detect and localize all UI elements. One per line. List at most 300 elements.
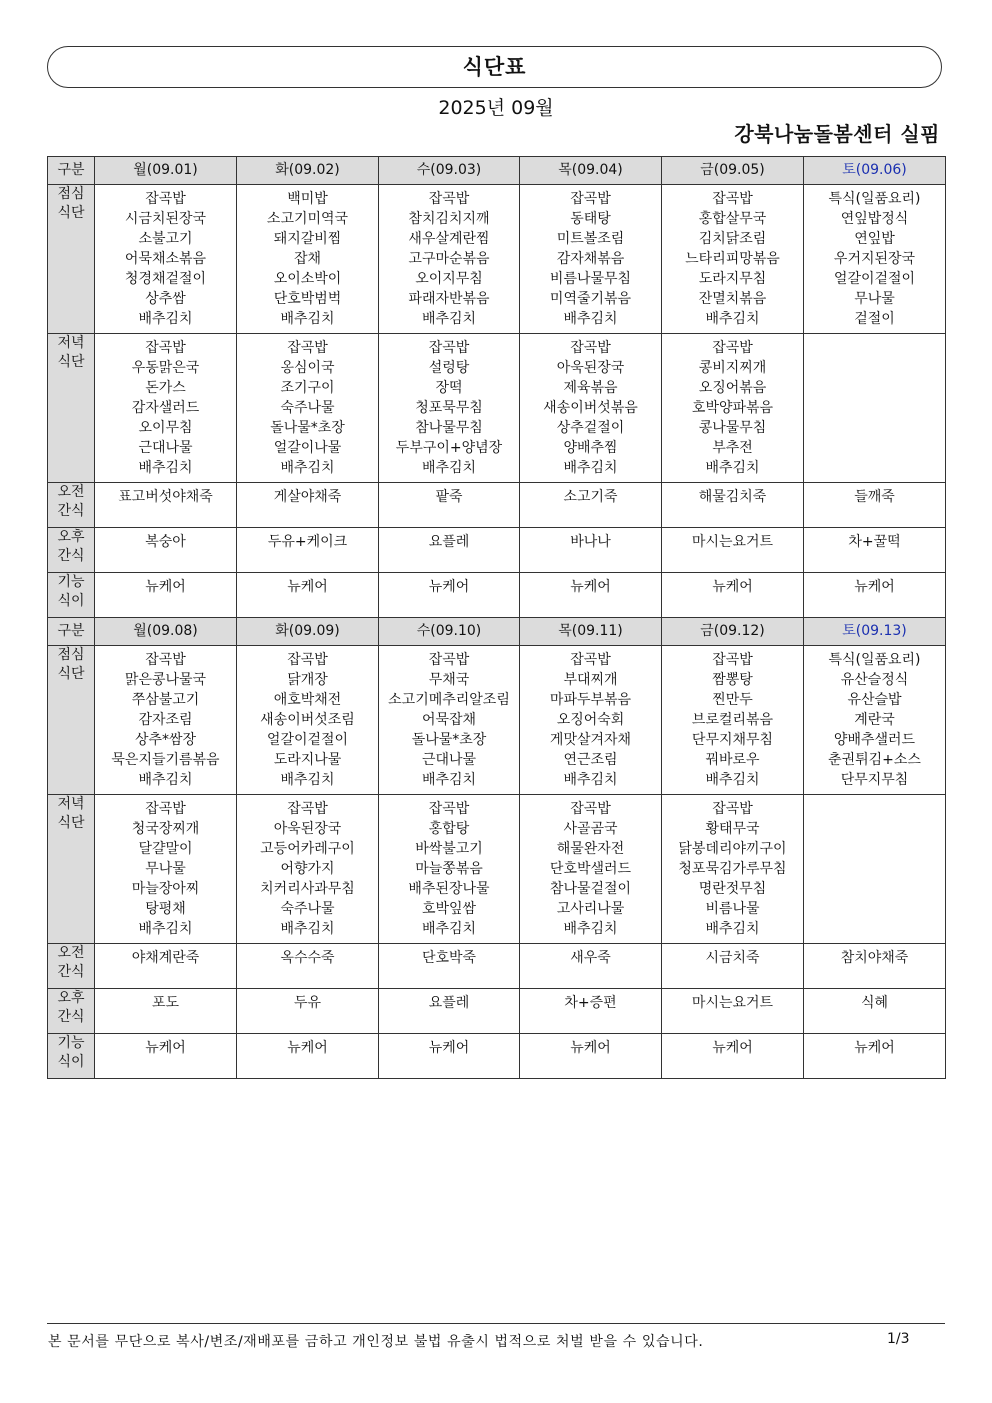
am-snack-item: 참치야채죽 — [840, 950, 909, 966]
menu-item: 특식(일품요리) — [828, 191, 921, 207]
page-number: 1/3 — [887, 1331, 910, 1347]
pm-snack-item: 요플레 — [428, 995, 470, 1011]
day-header: 목(09.11) — [520, 618, 662, 646]
am-snack-cell — [95, 483, 237, 528]
lunch-cell — [95, 185, 237, 334]
menu-item: 연근조림 — [563, 752, 618, 768]
menu-item: 단무지무침 — [840, 772, 909, 788]
menu-item: 참나물무침 — [415, 420, 483, 436]
lunch-cell — [520, 646, 662, 795]
menu-item: 잡채 — [293, 251, 322, 267]
menu-item: 얼갈이나물 — [273, 440, 342, 456]
lunch-label-line: 식단 — [57, 666, 85, 682]
menu-item: 청경채겉절이 — [124, 271, 207, 287]
menu-item: 숙주나물 — [280, 400, 335, 416]
menu-item: 유산슬정식 — [840, 672, 909, 688]
menu-item: 상추*쌈장 — [134, 732, 197, 748]
menu-item: 양배추샐러드 — [833, 732, 916, 748]
menu-item: 고구마순볶음 — [408, 251, 490, 267]
dinner-items — [804, 795, 945, 799]
menu-item: 마늘쫑볶음 — [415, 861, 483, 877]
menu-item: 배추김치 — [563, 460, 618, 476]
menu-item: 잡곡밥 — [712, 652, 753, 668]
menu-item: 배추김치 — [705, 772, 760, 788]
menu-item: 잡곡밥 — [287, 340, 328, 356]
day-header: 토(09.13) — [804, 618, 946, 646]
pm-snack-cell — [379, 528, 520, 573]
menu-table — [47, 156, 946, 1079]
menu-item: 게맛살겨자채 — [549, 732, 632, 748]
pm-snack-cell — [237, 989, 379, 1034]
menu-item: 잡곡밥 — [570, 340, 611, 356]
am-snack-item: 시금치죽 — [705, 950, 760, 966]
menu-item: 꿔바로우 — [705, 752, 760, 768]
menu-item: 잡곡밥 — [145, 340, 186, 356]
functional-cell — [379, 1034, 520, 1079]
menu-item: 고등어카레구이 — [260, 841, 355, 857]
menu-item: 오이무침 — [138, 420, 193, 436]
menu-item: 얼갈이겉절이 — [833, 271, 916, 287]
functional-item: 뉴케어 — [287, 1040, 328, 1056]
day-header: 월(09.01) — [95, 157, 237, 185]
dinner-items — [95, 334, 236, 478]
am-snack-item: 단호박죽 — [421, 950, 477, 966]
lunch-items — [662, 646, 803, 790]
lunch-items — [95, 646, 236, 790]
menu-item: 얼갈이겉절이 — [266, 732, 349, 748]
menu-item: 제육볶음 — [563, 380, 618, 396]
menu-item: 비름나물 — [705, 901, 760, 917]
menu-item: 어향가지 — [280, 861, 335, 877]
am-snack-cell — [804, 483, 946, 528]
lunch-label — [48, 646, 95, 795]
am-snack-item: 야채계란죽 — [131, 950, 200, 966]
menu-item: 쭈삼불고기 — [131, 692, 200, 708]
lunch-cell — [804, 646, 946, 795]
dinner-row — [48, 795, 946, 944]
menu-item: 오이지무침 — [415, 271, 483, 287]
menu-item: 배추김치 — [563, 921, 618, 937]
menu-item: 어묵잡채 — [421, 712, 477, 728]
menu-item: 호박잎쌈 — [421, 901, 477, 917]
menu-item: 동태탕 — [570, 211, 611, 227]
functional-cell — [804, 573, 946, 618]
menu-item: 소고기메추리알조림 — [388, 692, 510, 708]
menu-item: 콩비지찌개 — [698, 360, 767, 376]
footer-divider — [47, 1323, 945, 1324]
dinner-items — [379, 334, 519, 478]
functional-item: 뉴케어 — [287, 579, 328, 595]
menu-item: 마파두부볶음 — [549, 692, 632, 708]
dinner-label — [48, 795, 95, 944]
am-snack-item: 들깨죽 — [854, 489, 895, 505]
pm-snack-row — [48, 528, 946, 573]
functional-label-line: 식이 — [57, 1054, 85, 1070]
menu-item: 배추김치 — [280, 460, 335, 476]
dinner-label-line: 식단 — [57, 815, 85, 831]
menu-item: 숙주나물 — [280, 901, 335, 917]
menu-item: 배추김치 — [705, 311, 760, 327]
day-header: 월(09.08) — [95, 618, 237, 646]
menu-item: 잡곡밥 — [712, 191, 753, 207]
lunch-row — [48, 185, 946, 334]
lunch-items — [379, 185, 519, 329]
menu-item: 잡곡밥 — [712, 801, 753, 817]
menu-item: 새송이버섯볶음 — [543, 400, 638, 416]
functional-item: 뉴케어 — [428, 579, 470, 595]
menu-item: 양배추찜 — [563, 440, 618, 456]
pm-snack-item: 두유 — [293, 995, 322, 1011]
am-snack-cell — [662, 483, 804, 528]
functional-cell — [520, 1034, 662, 1079]
dinner-cell — [662, 795, 804, 944]
menu-item: 상추겉절이 — [556, 420, 625, 436]
menu-item: 잡곡밥 — [145, 801, 186, 817]
menu-item: 콩나물무침 — [698, 420, 767, 436]
lunch-cell — [95, 646, 237, 795]
menu-item: 무채국 — [428, 672, 470, 688]
menu-item: 단무지채무침 — [691, 732, 774, 748]
lunch-label-line: 점심 — [57, 647, 85, 663]
menu-item: 도라지나물 — [273, 752, 342, 768]
menu-item: 배추김치 — [421, 921, 477, 937]
am-snack-item: 소고기죽 — [563, 489, 618, 505]
pm-snack-label-line: 간식 — [57, 1009, 85, 1025]
functional-item: 뉴케어 — [570, 1040, 611, 1056]
menu-item: 파래자반볶음 — [408, 291, 490, 307]
pm-snack-item: 두유+케이크 — [267, 534, 348, 550]
menu-item: 소불고기 — [138, 231, 193, 247]
menu-item: 배추김치 — [138, 311, 193, 327]
day-header: 화(09.02) — [237, 157, 379, 185]
week-header-row — [48, 618, 946, 646]
pm-snack-item: 마시는요거트 — [691, 534, 774, 550]
period-label: 2025년 09월 — [438, 97, 554, 119]
dinner-items — [662, 795, 803, 939]
dinner-cell — [95, 334, 237, 483]
menu-item: 근대나물 — [138, 440, 193, 456]
dinner-items — [379, 795, 519, 939]
menu-item: 잡곡밥 — [287, 652, 328, 668]
menu-item: 감자조림 — [138, 712, 193, 728]
lunch-label — [48, 185, 95, 334]
am-snack-cell — [520, 944, 662, 989]
menu-item: 아욱된장국 — [556, 360, 625, 376]
lunch-label-line: 점심 — [57, 186, 85, 202]
lunch-items — [520, 646, 661, 790]
menu-item: 춘권튀김+소스 — [828, 752, 921, 768]
menu-item: 부추전 — [712, 440, 753, 456]
menu-item: 청포묵무침 — [415, 400, 483, 416]
menu-item: 잡곡밥 — [428, 191, 470, 207]
day-header: 화(09.09) — [237, 618, 379, 646]
dinner-cell — [520, 334, 662, 483]
functional-cell — [95, 573, 237, 618]
menu-item: 달걀말이 — [138, 841, 193, 857]
functional-item: 뉴케어 — [712, 579, 753, 595]
menu-item: 잔멸치볶음 — [698, 291, 767, 307]
day-header: 목(09.04) — [520, 157, 662, 185]
functional-cell — [237, 1034, 379, 1079]
menu-item: 무나물 — [145, 861, 186, 877]
day-header: 토(09.06) — [804, 157, 946, 185]
am-snack-cell — [379, 944, 520, 989]
menu-item: 겉절이 — [854, 311, 895, 327]
menu-item: 참나물겉절이 — [549, 881, 632, 897]
functional-row — [48, 573, 946, 618]
menu-item: 홍합탕 — [428, 821, 470, 837]
menu-item: 비름나물무침 — [549, 271, 632, 287]
menu-item: 미역줄기볶음 — [549, 291, 632, 307]
page-title: 식단표 — [47, 46, 942, 88]
am-snack-item: 해물김치죽 — [698, 489, 767, 505]
menu-item: 맑은콩나물국 — [124, 672, 207, 688]
menu-item: 연잎밥 — [854, 231, 895, 247]
lunch-items — [804, 646, 945, 790]
menu-item: 도라지무침 — [698, 271, 767, 287]
pm-snack-cell — [520, 989, 662, 1034]
menu-item: 백미밥 — [287, 191, 328, 207]
menu-item: 옹심이국 — [280, 360, 335, 376]
menu-item: 돌나물*초장 — [270, 420, 345, 436]
menu-item: 잡곡밥 — [287, 801, 328, 817]
pm-snack-label — [48, 528, 95, 573]
menu-item: 돈가스 — [145, 380, 186, 396]
menu-item: 배추김치 — [563, 311, 618, 327]
am-snack-cell — [237, 483, 379, 528]
dinner-cell — [804, 795, 946, 944]
day-header: 수(09.10) — [379, 618, 520, 646]
lunch-items — [379, 646, 519, 790]
menu-item: 잡곡밥 — [145, 652, 186, 668]
pm-snack-cell — [662, 989, 804, 1034]
menu-item: 무나물 — [854, 291, 895, 307]
menu-item: 해물완자전 — [556, 841, 625, 857]
am-snack-item: 새우죽 — [570, 950, 611, 966]
pm-snack-label-line: 간식 — [57, 548, 85, 564]
menu-item: 배추김치 — [138, 921, 193, 937]
lunch-cell — [662, 185, 804, 334]
menu-item: 배추김치 — [705, 921, 760, 937]
dinner-items — [520, 334, 661, 478]
am-snack-cell — [804, 944, 946, 989]
lunch-items — [237, 185, 378, 329]
menu-item: 배추김치 — [138, 460, 193, 476]
menu-item: 잡곡밥 — [712, 340, 753, 356]
functional-item: 뉴케어 — [854, 579, 895, 595]
am-snack-cell — [662, 944, 804, 989]
menu-item: 마늘장아찌 — [131, 881, 200, 897]
menu-item: 배추김치 — [421, 311, 477, 327]
menu-item: 바싹불고기 — [415, 841, 483, 857]
menu-item: 계란국 — [854, 712, 895, 728]
menu-item: 탕평채 — [145, 901, 186, 917]
lunch-items — [662, 185, 803, 329]
menu-item: 배추김치 — [421, 460, 477, 476]
pm-snack-cell — [95, 528, 237, 573]
lunch-cell — [379, 185, 520, 334]
menu-item: 청포묵김가루무침 — [678, 861, 787, 877]
lunch-items — [804, 185, 945, 329]
functional-cell — [520, 573, 662, 618]
pm-snack-cell — [804, 989, 946, 1034]
menu-item: 유산슬밥 — [847, 692, 902, 708]
am-snack-label — [48, 944, 95, 989]
lunch-cell — [237, 646, 379, 795]
dinner-items — [662, 334, 803, 478]
dinner-label — [48, 334, 95, 483]
menu-item: 배추김치 — [280, 772, 335, 788]
header-label: 구분 — [48, 157, 95, 185]
menu-item: 배추김치 — [280, 311, 335, 327]
pm-snack-cell — [662, 528, 804, 573]
header-label: 구분 — [48, 618, 95, 646]
pm-snack-cell — [520, 528, 662, 573]
menu-item: 오징어볶음 — [698, 380, 767, 396]
functional-item: 뉴케어 — [145, 1040, 186, 1056]
dinner-label-line: 식단 — [57, 354, 85, 370]
dinner-cell — [237, 795, 379, 944]
menu-item: 설렁탕 — [428, 360, 470, 376]
menu-item: 애호박채전 — [273, 692, 342, 708]
menu-item: 잡곡밥 — [570, 191, 611, 207]
lunch-cell — [520, 185, 662, 334]
lunch-items — [237, 646, 378, 790]
functional-label — [48, 1034, 95, 1079]
menu-item: 우거지된장국 — [833, 251, 916, 267]
lunch-cell — [804, 185, 946, 334]
functional-item: 뉴케어 — [428, 1040, 470, 1056]
dinner-cell — [804, 334, 946, 483]
menu-item: 특식(일품요리) — [828, 652, 921, 668]
am-snack-label-line: 간식 — [57, 964, 85, 980]
dinner-label-line: 저녁 — [57, 335, 85, 351]
pm-snack-row — [48, 989, 946, 1034]
day-header: 수(09.03) — [379, 157, 520, 185]
footer-notice: 본 문서를 무단으로 복사/변조/재배포를 금하고 개인정보 불법 유출시 법적으로 처벌 받을 수 있습니다. — [48, 1334, 704, 1350]
dinner-label-line: 저녁 — [57, 796, 85, 812]
menu-item: 감자샐러드 — [131, 400, 200, 416]
pm-snack-cell — [379, 989, 520, 1034]
am-snack-label-line: 간식 — [57, 503, 85, 519]
menu-item: 찐만두 — [712, 692, 753, 708]
menu-item: 고사리나물 — [556, 901, 625, 917]
menu-item: 오이소박이 — [273, 271, 342, 287]
dinner-cell — [379, 334, 520, 483]
pm-snack-item: 포도 — [151, 995, 180, 1011]
menu-item: 느타리피망볶음 — [685, 251, 780, 267]
dinner-cell — [95, 795, 237, 944]
menu-item: 명란젓무침 — [698, 881, 767, 897]
functional-cell — [804, 1034, 946, 1079]
functional-label-line: 기능 — [57, 574, 85, 590]
menu-item: 홍합살무국 — [698, 211, 767, 227]
am-snack-cell — [237, 944, 379, 989]
menu-item: 닭봉데리야끼구이 — [678, 841, 787, 857]
menu-item: 오징어숙회 — [556, 712, 625, 728]
functional-item: 뉴케어 — [570, 579, 611, 595]
menu-item: 돌나물*초장 — [411, 732, 487, 748]
menu-item: 잡곡밥 — [428, 652, 470, 668]
dinner-cell — [520, 795, 662, 944]
menu-item: 근대나물 — [421, 752, 477, 768]
functional-item: 뉴케어 — [712, 1040, 753, 1056]
menu-item: 청국장찌개 — [131, 821, 200, 837]
menu-item: 시금치된장국 — [124, 211, 207, 227]
pm-snack-item: 차+꿀떡 — [848, 534, 901, 550]
menu-item: 미트볼조림 — [556, 231, 625, 247]
menu-item: 돼지갈비찜 — [273, 231, 342, 247]
dinner-items — [804, 334, 945, 338]
menu-item: 감자채볶음 — [556, 251, 625, 267]
lunch-label-line: 식단 — [57, 205, 85, 221]
pm-snack-cell — [95, 989, 237, 1034]
am-snack-cell — [520, 483, 662, 528]
menu-item: 잡곡밥 — [570, 801, 611, 817]
dinner-items — [237, 334, 378, 478]
functional-cell — [662, 1034, 804, 1079]
menu-item: 닭개장 — [287, 672, 328, 688]
lunch-row — [48, 646, 946, 795]
dinner-cell — [662, 334, 804, 483]
am-snack-row — [48, 483, 946, 528]
pm-snack-item: 차+증편 — [564, 995, 617, 1011]
menu-item: 배추김치 — [280, 921, 335, 937]
pm-snack-cell — [237, 528, 379, 573]
pm-snack-label-line: 오후 — [57, 529, 85, 545]
pm-snack-item: 마시는요거트 — [691, 995, 774, 1011]
am-snack-row — [48, 944, 946, 989]
menu-item: 단호박범벅 — [273, 291, 342, 307]
dinner-items — [520, 795, 661, 939]
menu-item: 잡곡밥 — [428, 801, 470, 817]
menu-item: 사골곰국 — [563, 821, 618, 837]
dinner-items — [237, 795, 378, 939]
functional-cell — [662, 573, 804, 618]
lunch-items — [520, 185, 661, 329]
am-snack-item: 게살야채죽 — [273, 489, 342, 505]
dinner-cell — [237, 334, 379, 483]
lunch-cell — [379, 646, 520, 795]
menu-item: 배추김치 — [705, 460, 760, 476]
pm-snack-label-line: 오후 — [57, 990, 85, 1006]
menu-item: 배추김치 — [563, 772, 618, 788]
day-header: 금(09.12) — [662, 618, 804, 646]
pm-snack-label — [48, 989, 95, 1034]
week-header-row — [48, 157, 946, 185]
functional-cell — [237, 573, 379, 618]
menu-item: 김치닭조림 — [698, 231, 767, 247]
dinner-cell — [379, 795, 520, 944]
menu-item: 잡곡밥 — [428, 340, 470, 356]
center-name: 강북나눔돌봄센터 실핌 — [734, 122, 940, 146]
pm-snack-item: 식혜 — [860, 995, 889, 1011]
menu-item: 부대찌개 — [563, 672, 618, 688]
menu-item: 호박양파볶음 — [691, 400, 774, 416]
menu-item: 조기구이 — [280, 380, 335, 396]
dinner-row — [48, 334, 946, 483]
functional-label — [48, 573, 95, 618]
functional-label-line: 기능 — [57, 1035, 85, 1051]
menu-item: 새우살계란찜 — [408, 231, 490, 247]
menu-item: 참치김치지깨 — [408, 211, 490, 227]
day-header: 금(09.05) — [662, 157, 804, 185]
am-snack-cell — [379, 483, 520, 528]
am-snack-label — [48, 483, 95, 528]
dinner-items — [95, 795, 236, 939]
menu-item: 잡곡밥 — [570, 652, 611, 668]
pm-snack-item: 바나나 — [570, 534, 611, 550]
